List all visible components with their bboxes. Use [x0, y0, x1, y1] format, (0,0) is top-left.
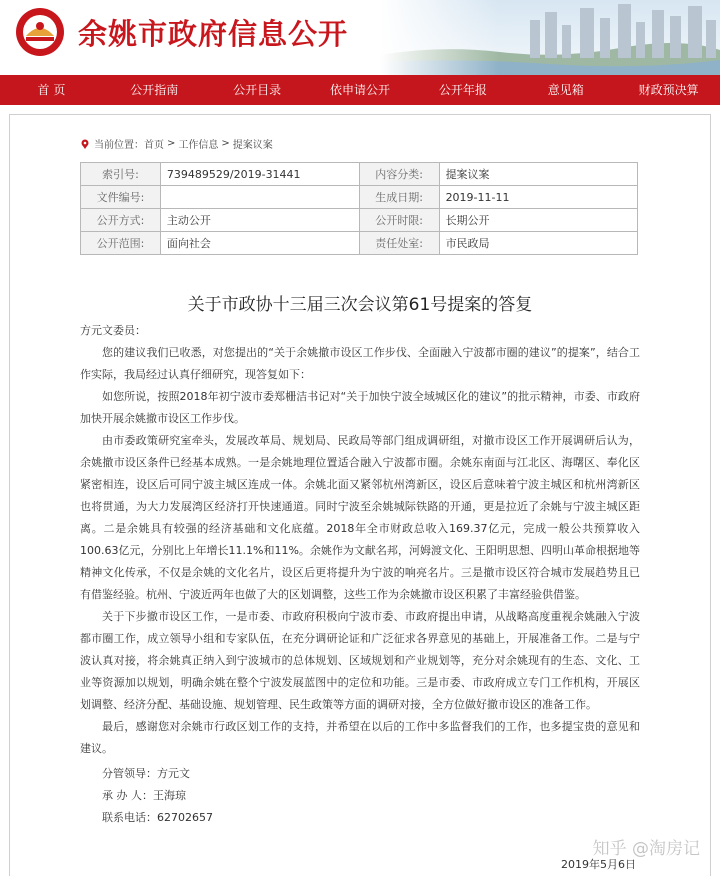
- body-paragraph: 如您所说，按照2018年初宁波市委郑栅洁书记对“关于加快宁波全域城区化的建议”的批示精神，市委、市政府加快开展余姚撤市设区工作步伐。: [80, 390, 640, 425]
- nav-disclosure-catalog[interactable]: 公开目录: [233, 83, 282, 97]
- disclosure-scope-value: 面向社会: [160, 232, 359, 255]
- nav-budget[interactable]: 财政预决算: [638, 83, 699, 97]
- responsible-office-label: 责任处室:: [359, 232, 439, 255]
- file-number-label: 文件编号:: [81, 186, 161, 209]
- breadcrumb-proposals[interactable]: 提案议案: [232, 140, 273, 151]
- disclosure-method-label: 公开方式:: [81, 209, 161, 232]
- city-skyline-banner: [380, 0, 720, 75]
- disclosure-scope-label: 公开范围:: [81, 232, 161, 255]
- content-category-value: 提案议案: [439, 163, 637, 186]
- body-paragraph: 最后，感谢您对余姚市行政区划工作的支持，并希望在以后的工作中多监督我们的工作，也多提宝贵的意见和建议。: [80, 720, 640, 755]
- nav-suggestion-box[interactable]: 意见箱: [547, 83, 584, 97]
- document-body: [80, 320, 640, 829]
- handler: 承 办 人：王海琼: [102, 789, 186, 802]
- salutation: 方元文委员：: [80, 324, 146, 337]
- table-row: [81, 209, 638, 232]
- nav-home[interactable]: 首 页: [37, 83, 66, 97]
- breadcrumb-prefix: 当前位置：: [94, 140, 144, 151]
- disclosure-period-value: 长期公开: [439, 209, 637, 232]
- body-paragraph: 您的建议我们已收悉，对您提出的“关于余姚撤市设区工作步伐、全面融入宁波都市圈的建议”的提案”，结合工作实际，我局经过认真仔细研究，现答复如下：: [80, 346, 640, 381]
- content-category-label: 内容分类:: [359, 163, 439, 186]
- disclosure-period-label: 公开时限:: [359, 209, 439, 232]
- table-row: [81, 186, 638, 209]
- breadcrumb-home[interactable]: 首页: [144, 140, 164, 151]
- nav-request-disclosure[interactable]: 依申请公开: [330, 83, 391, 97]
- body-paragraph: 关于下步撤市设区工作，一是市委、市政府积极向宁波市委、市政府提出申请，从战略高度重视余姚融入宁波都市圈工作，成立领导小组和专家队伍，在充分调研论证和广泛征求各界意见的基础上，开展准备工作。二是与宁波认真对接，将余姚真正纳入到宁波城市的总体规划、区域规划和产业规划等，充分对余姚现有的生态、文化、工业等资源加以规划，明确余姚在整个宁波发展蓝图中的定位和功能。三是市委、市政府成立专门工作机构，开展区划调整、经济分配、基础设施、规划管理、民生政策等方面的调研对接，全方位做好撤市设区的准备工作。: [80, 610, 640, 711]
- breadcrumb-separator: >: [221, 138, 230, 149]
- site-title: 余姚市政府信息公开: [78, 17, 349, 51]
- file-number-value: [160, 186, 359, 209]
- table-row: [81, 232, 638, 255]
- nav-annual-report[interactable]: 公开年报: [438, 83, 487, 97]
- table-row: [81, 163, 638, 186]
- breadcrumb: [80, 136, 273, 151]
- watermark: 知乎 @淘房记: [592, 839, 700, 859]
- government-emblem-logo: [14, 6, 66, 58]
- document-meta-table: [80, 162, 638, 255]
- generated-date-value: 2019-11-11: [439, 186, 637, 209]
- responsible-office-value: 市民政局: [439, 232, 637, 255]
- breadcrumb-separator: >: [167, 138, 176, 149]
- main-nav: [0, 75, 720, 105]
- site-header: [0, 0, 720, 75]
- contact-phone: 联系电话：62702657: [102, 811, 213, 824]
- location-pin-icon: [80, 139, 90, 149]
- document-title: 关于市政协十三届三次会议第61号提案的答复: [187, 295, 533, 315]
- body-paragraph: 由市委政策研究室牵头，发展改革局、规划局、民政局等部门组成调研组，对撤市设区工作开展调研后认为，余姚撤市设区条件已经基本成熟。一是余姚地理位置适合融入宁波都市圈。余姚东南面与江北区、海曙区、奉化区紧密相连，设区后可同宁波主城区连成一体。余姚北面又紧邻杭州湾新区，设区后意味着宁波主城区和杭州湾新区也将贯通，为大力发展湾区经济打开快速通道。同时宁波至余姚城际铁路的开通，更是拉近了余姚与宁波主城区距离。二是余姚具有较强的经济基础和文化底蕴。2018年全市财政总收入169.37亿元，完成一般公共预算收入100.63亿元，分别比上年增长11.1%和11%。余姚作为文献名邦，河姆渡文化、王阳明思想、四明山革命根据地等精神文化传承，不仅是余姚的文化名片，设区后更将提升为宁波的响亮名片。三是撤市设区符合城市发展趋势且已有借鉴经验。杭州、宁波近两年也做了大的区划调整，这些工作为余姚撤市设区积累了丰富经验供借鉴。: [80, 434, 640, 601]
- reply-date: 2019年5月6日: [561, 858, 636, 871]
- index-number-value: 739489529/2019-31441: [160, 163, 359, 186]
- disclosure-method-value: 主动公开: [160, 209, 359, 232]
- nav-disclosure-guide[interactable]: 公开指南: [130, 83, 179, 97]
- generated-date-label: 生成日期:: [359, 186, 439, 209]
- breadcrumb-work-info[interactable]: 工作信息: [178, 140, 219, 151]
- supervising-leader: 分管领导：方元文: [102, 767, 190, 780]
- index-number-label: 索引号:: [81, 163, 161, 186]
